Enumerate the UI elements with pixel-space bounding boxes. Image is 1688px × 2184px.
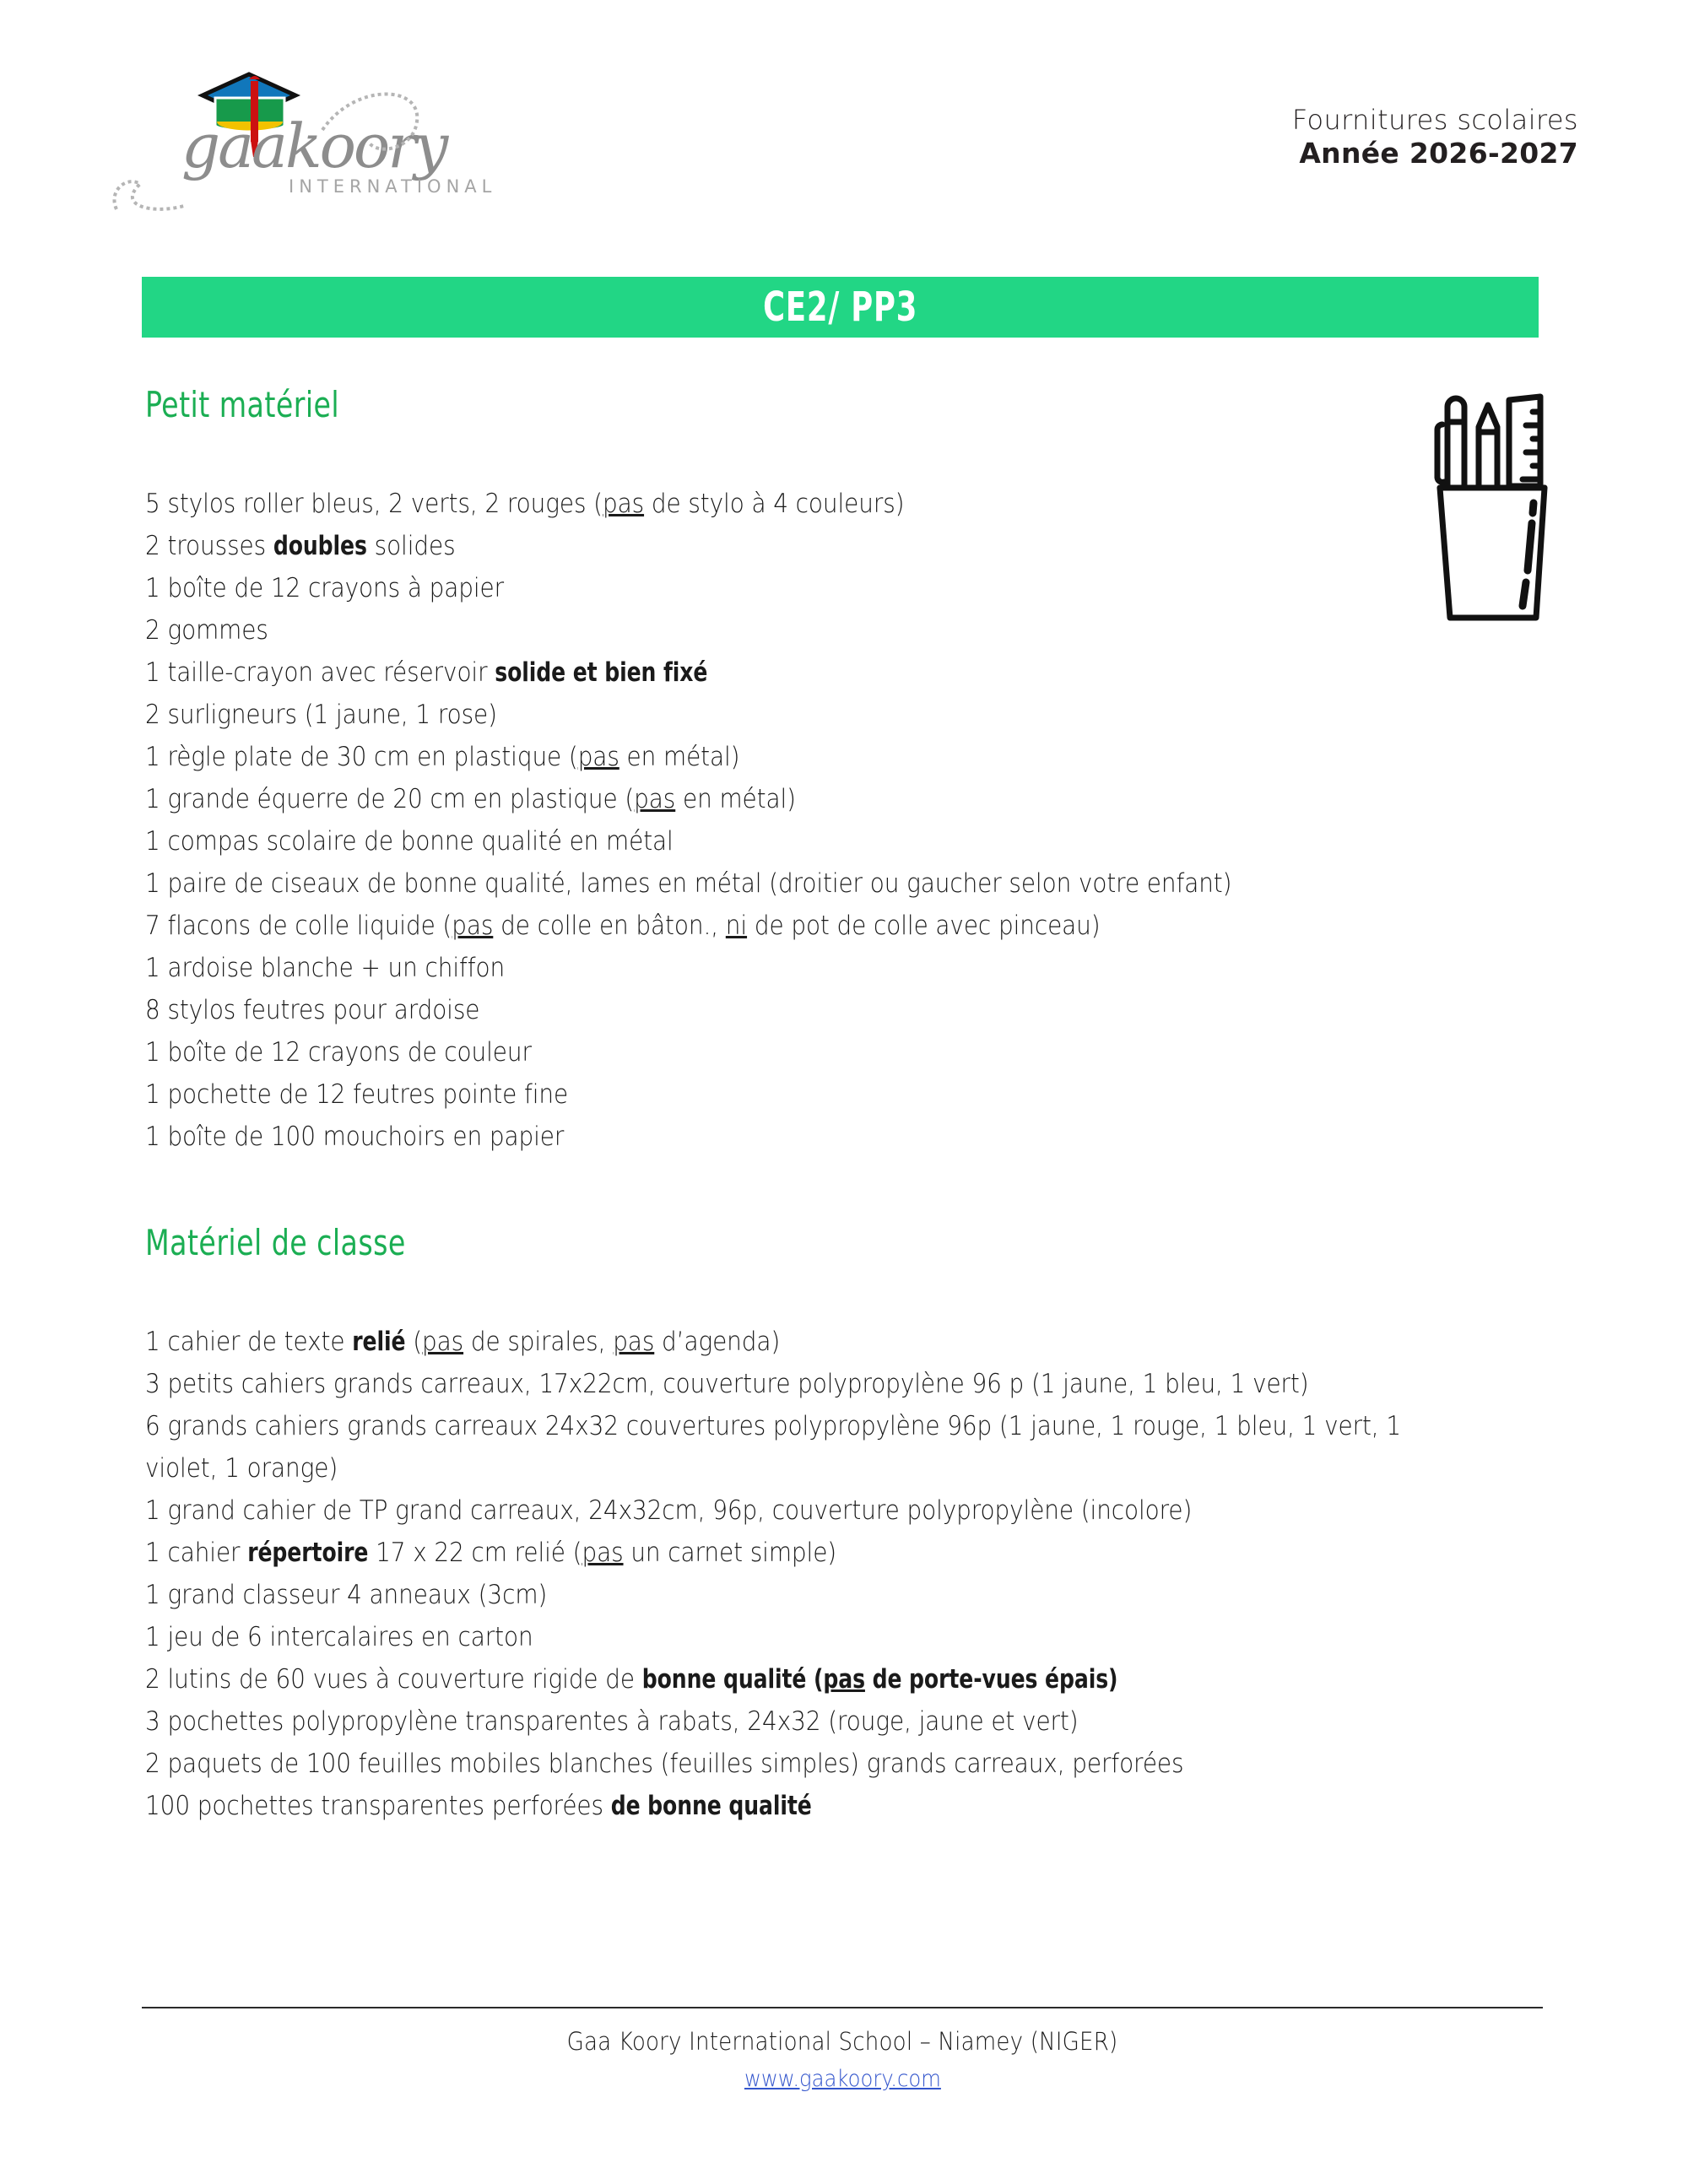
supply-item: 7 flacons de colle liquide (pas de colle en bâton., ni de pot de colle avec pinceau) xyxy=(145,911,1101,941)
svg-text:gaakoory: gaakoory xyxy=(181,111,446,181)
supply-item: 6 grands cahiers grands carreaux 24x32 couvertures polypropylène 96p (1 jaune, 1 rouge, 1 bleu, 1 vert, 1 violet, 1 orange) xyxy=(145,1411,1402,1484)
supply-item: 1 taille-crayon avec réservoir solide et bien fixé xyxy=(145,657,708,688)
supply-item: 1 compas scolaire de bonne qualité en métal xyxy=(145,826,674,857)
svg-text:INTERNATIONAL: INTERNATIONAL xyxy=(289,176,497,197)
supply-item: 5 stylos roller bleus, 2 verts, 2 rouges (pas de stylo à 4 couleurs) xyxy=(145,489,905,519)
supply-item: 1 cahier de texte relié (pas de spirales, pas d’agenda) xyxy=(145,1327,781,1357)
footer-website-link[interactable]: www.gaakoory.com xyxy=(744,2066,941,2092)
supply-item: 1 paire de ciseaux de bonne qualité, lames en métal (droitier ou gaucher selon votre enfant) xyxy=(145,868,1232,899)
supply-item: 1 boîte de 12 crayons à papier xyxy=(145,573,504,603)
supply-item: 3 pochettes polypropylène transparentes à rabats, 24x32 (rouge, jaune et vert) xyxy=(145,1706,1079,1737)
class-title-banner xyxy=(142,277,1539,338)
supply-item: 2 surligneurs (1 jaune, 1 rose) xyxy=(145,700,497,730)
supply-item: 1 grand classeur 4 anneaux (3cm) xyxy=(145,1580,548,1610)
supply-item: 8 stylos feutres pour ardoise xyxy=(145,995,480,1025)
header-meta xyxy=(1292,104,1578,170)
supply-item: 2 paquets de 100 feuilles mobiles blanches (feuilles simples) grands carreaux, perforées xyxy=(145,1749,1184,1779)
document-header xyxy=(0,41,1688,222)
section-heading-materiel-de-classe: Matériel de classe xyxy=(145,1222,406,1263)
document-footer xyxy=(142,2007,1543,2092)
supply-item: 1 grand cahier de TP grand carreaux, 24x32cm, 96p, couverture polypropylène (incolore) xyxy=(145,1495,1193,1526)
supply-item: 3 petits cahiers grands carreaux, 17x22cm, couverture polypropylène 96 p (1 jaune, 1 bleu, 1 vert) xyxy=(145,1369,1309,1399)
supply-item: 2 trousses doubles solides xyxy=(145,531,456,561)
supply-item: 1 cahier répertoire 17 x 22 cm relié (pas un carnet simple) xyxy=(145,1538,837,1568)
school-logo xyxy=(101,49,498,218)
supply-item: 2 gommes xyxy=(145,615,268,646)
supply-item: 100 pochettes transparentes perforées de bonne qualité xyxy=(145,1791,812,1821)
supply-list-petit-materiel xyxy=(145,483,1462,1158)
supply-item: 1 jeu de 6 intercalaires en carton xyxy=(145,1622,533,1652)
class-title-label: CE2/ PP3 xyxy=(762,284,918,331)
supply-item: 1 règle plate de 30 cm en plastique (pas en métal) xyxy=(145,742,740,772)
supply-item: 2 lutins de 60 vues à couverture rigide de bonne qualité (pas de porte-vues épais) xyxy=(145,1664,1118,1695)
supply-item: 1 pochette de 12 feutres pointe fine xyxy=(145,1079,569,1110)
supply-item: 1 boîte de 100 mouchoirs en papier xyxy=(145,1122,565,1152)
footer-divider xyxy=(142,2007,1543,2008)
supply-item: 1 boîte de 12 crayons de couleur xyxy=(145,1037,532,1068)
header-subject: Fournitures scolaires xyxy=(1291,104,1578,136)
supply-item: 1 ardoise blanche + un chiffon xyxy=(145,953,506,983)
section-heading-petit-materiel: Petit matériel xyxy=(145,384,340,425)
supply-item: 1 grande équerre de 20 cm en plastique (pas en métal) xyxy=(145,784,796,814)
gaakoory-logo-icon xyxy=(101,49,498,218)
supply-list-materiel-de-classe xyxy=(145,1321,1462,1827)
header-school-year: Année 2026-2027 xyxy=(1299,137,1578,170)
footer-school-name: Gaa Koory International School – Niamey (NIGER) xyxy=(566,2027,1118,2056)
